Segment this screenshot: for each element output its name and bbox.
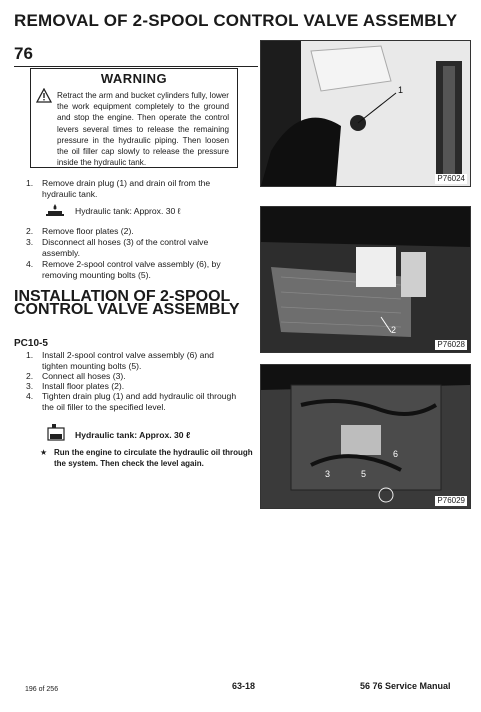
page-code: 63-18 [232, 681, 256, 691]
install-step-3: 3. Install floor plates (2). [26, 381, 125, 391]
control-valve-photo [261, 365, 470, 508]
hydraulic-tank-icon [46, 203, 68, 217]
manual-name: 56 76 Service Manual [360, 681, 451, 691]
installation-heading: INSTALLATION OF 2-SPOOL CONTROL VALVE ASSEMBLY [14, 288, 240, 318]
install-step-4: 4. Tighten drain plug (1) and add hydraulic oil through the oil filler to the specified level. [26, 391, 237, 412]
removal-step-3: 3. Disconnect all hoses (3) of the control valve assembly. [26, 237, 209, 258]
install-step-2: 2. Connect all hoses (3). [26, 371, 126, 381]
photo-control-valve [260, 364, 471, 509]
photo-caption: P76024 [437, 174, 465, 183]
page-count: 196 of 256 [25, 686, 59, 693]
hydraulic-tank-icon [46, 424, 68, 442]
callout-2: 2 [391, 325, 397, 335]
warning-box [30, 68, 238, 168]
photo-caption: P76028 [437, 340, 465, 349]
photo-floor-plates [260, 206, 471, 353]
warning-text: Retract the arm and bucket cylinders fully, lower the work equipment completely to the ground and stop the engine. Then operate the control levers several times to release the remaining pressure in the hydraulic piping. Then loosen the oil filler cap slowly to release the pressure inside the hydraulic tank. [57, 91, 229, 168]
section-number: 76 [14, 44, 33, 63]
photo-drain-plug [260, 40, 471, 187]
callout-6: 6 [393, 449, 399, 459]
page-title: REMOVAL OF 2-SPOOL CONTROL VALVE ASSEMBLY [14, 11, 458, 30]
photo-caption: P76029 [437, 496, 465, 505]
install-step-1: 1. Install 2-spool control valve assembly (6) and tighten mounting bolts (5). [26, 350, 214, 371]
callout-1: 1 [398, 85, 404, 95]
callout-3: 3 [325, 469, 331, 479]
warning-triangle-icon [36, 88, 52, 103]
removal-step-2: 2. Remove floor plates (2). [26, 226, 134, 236]
section-divider [14, 66, 258, 67]
callout-5: 5 [361, 469, 367, 479]
drain-plug-photo [261, 41, 470, 186]
removal-step-1: 1. Remove drain plug (1) and drain oil from the hydraulic tank. [26, 178, 211, 199]
removal-step-4: 4. Remove 2-spool control valve assembly (6), by removing mounting bolts (5). [26, 259, 221, 280]
floor-plates-photo [261, 207, 470, 352]
star-icon: ★ [40, 448, 48, 457]
model-label: PC10-5 [14, 338, 48, 349]
warning-heading: WARNING [100, 71, 168, 86]
